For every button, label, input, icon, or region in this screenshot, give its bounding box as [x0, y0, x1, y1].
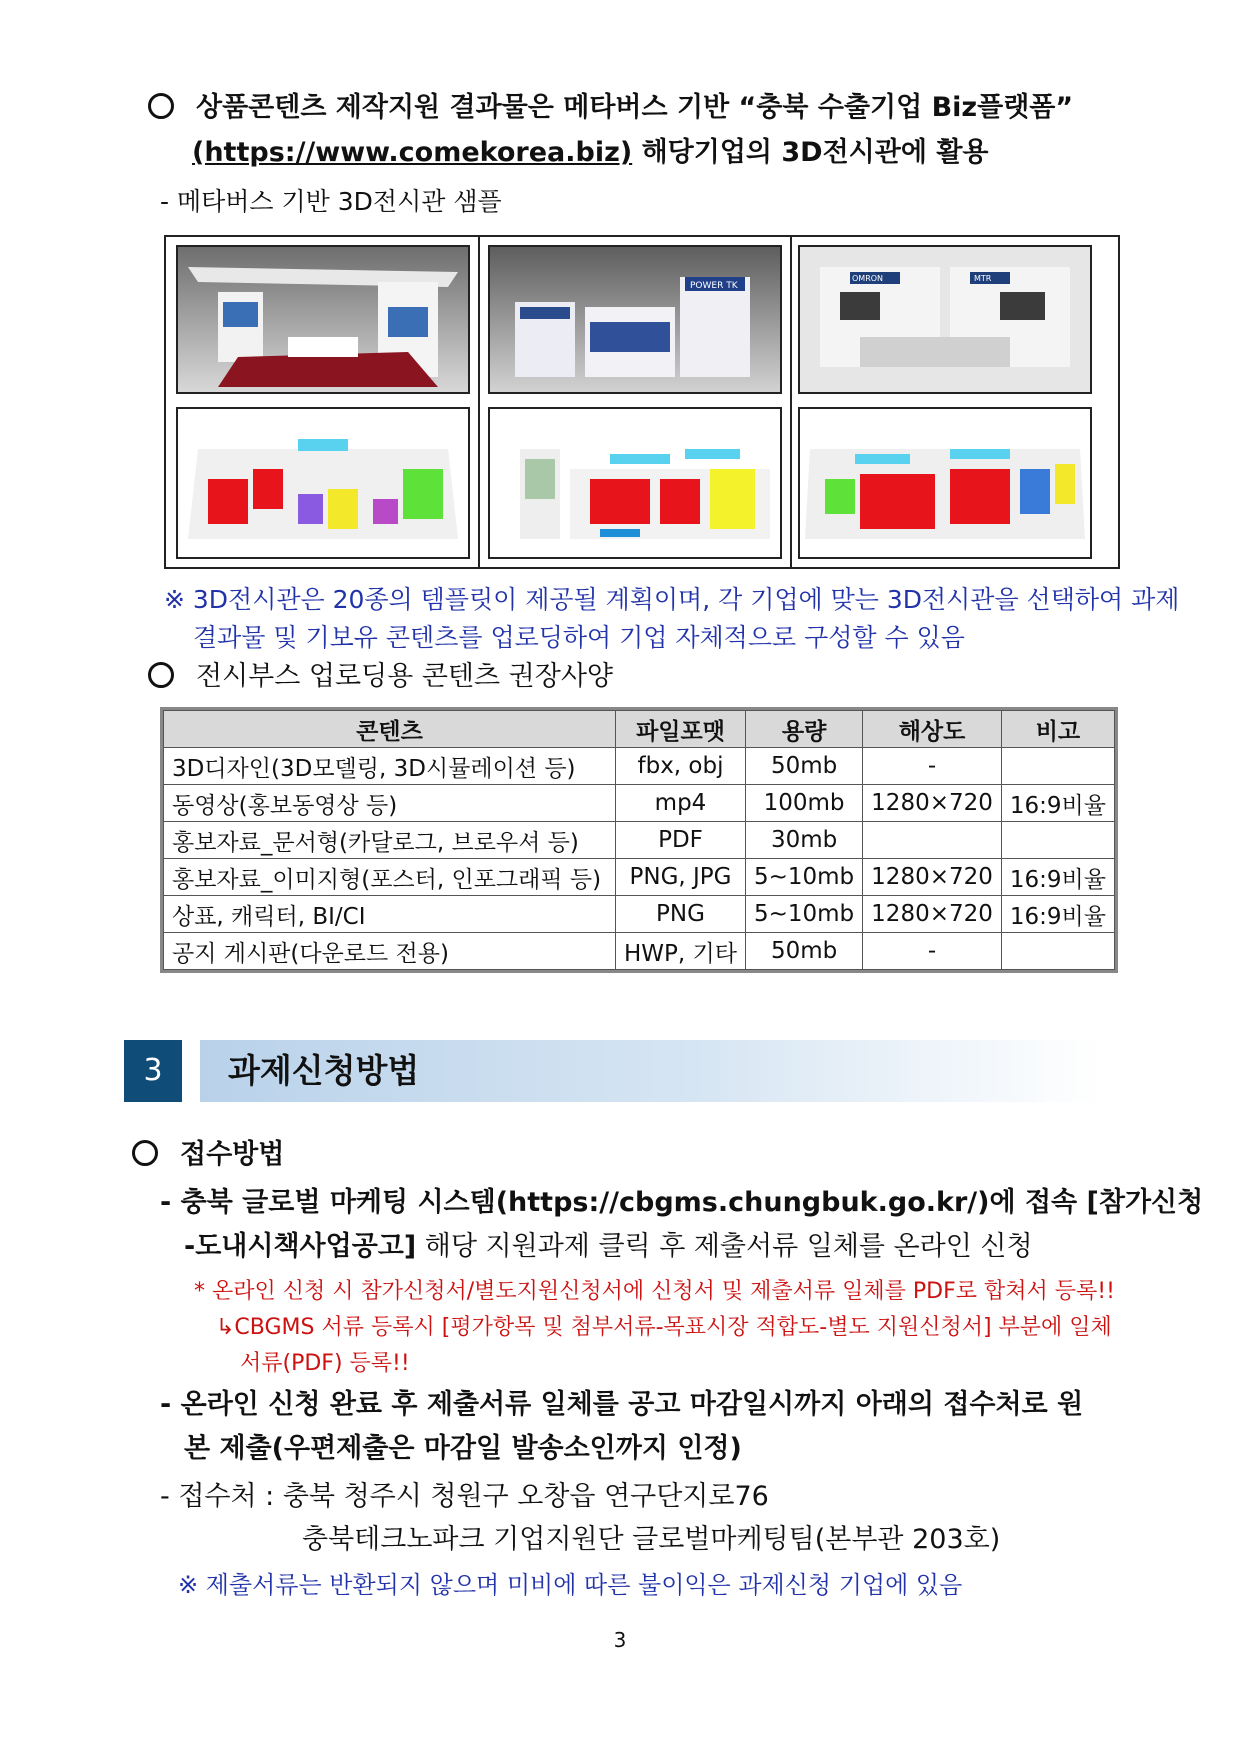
table-cell: 50mb [745, 748, 862, 785]
booth-photo-4 [176, 407, 470, 559]
table-cell: - [863, 748, 1002, 785]
circle-bullet-icon [148, 93, 174, 119]
table-cell: 3D디자인(3D모델링, 3D시뮬레이션 등) [164, 748, 616, 785]
address-line-2: 충북테크노파크 기업지원단 글로벌마케팅팀(본부관 203호) [302, 1524, 1001, 1555]
table-cell: 16:9비율 [1001, 859, 1114, 896]
booth-photo-1 [176, 245, 470, 394]
booth-brand-label: POWER TK [690, 281, 738, 291]
table-cell: 공지 게시판(다운로드 전용) [164, 933, 616, 970]
booth-photo-1-image [178, 247, 468, 392]
table-row [164, 933, 1115, 970]
booth-photo-6 [798, 407, 1092, 559]
table-cell [1001, 822, 1114, 859]
table-cell: 100mb [745, 785, 862, 822]
table-cell: - [863, 933, 1002, 970]
table-cell: 1280×720 [863, 896, 1002, 933]
sample-label: - 메타버스 기반 3D전시관 샘플 [160, 187, 502, 216]
gallery-divider [790, 237, 792, 567]
table-cell [863, 822, 1002, 859]
table-cell: 홍보자료_이미지형(포스터, 인포그래픽 등) [164, 859, 616, 896]
return-note: ※ 제출서류는 반환되지 않으며 미비에 따른 불이익은 과제신청 기업에 있음 [178, 1571, 963, 1599]
intro-line-1: 상품콘텐츠 제작지원 결과물은 메타버스 기반 “충북 수출기업 Biz플랫폼” [148, 88, 1073, 128]
booth-photo-5 [488, 407, 782, 559]
table-cell: 1280×720 [863, 785, 1002, 822]
table-row [164, 748, 1115, 785]
method-heading: 접수방법 [132, 1135, 284, 1175]
table-row [164, 859, 1115, 896]
method-item-2-line-1: - 온라인 신청 완료 후 제출서류 일체를 공고 마감일시까지 아래의 접수처로 원 [160, 1389, 1084, 1420]
table-cell: mp4 [616, 785, 746, 822]
content-spec-table [163, 710, 1115, 970]
cbgms-note-red-line-2: 서류(PDF) 등록!! [240, 1351, 410, 1376]
method-item-1-line-2: -도내시책사업공고] 해당 지원과제 클릭 후 제출서류 일체를 온라인 신청 [184, 1231, 1033, 1262]
column-header: 파일포맷 [616, 711, 746, 748]
table-row [164, 896, 1115, 933]
spec-heading: 전시부스 업로딩용 콘텐츠 권장사양 [148, 657, 613, 697]
booth-photo-3-image [800, 247, 1090, 392]
booth-photo-3 [798, 245, 1092, 394]
table-cell: PDF [616, 822, 746, 859]
page-number: 3 [613, 1628, 627, 1652]
table-header-row [164, 711, 1115, 748]
table-row [164, 822, 1115, 859]
table-cell: HWP, 기타 [616, 933, 746, 970]
table-row [164, 785, 1115, 822]
booth-brand-label: MTR [974, 274, 992, 283]
template-note-line-1: ※ 3D전시관은 20종의 템플릿이 제공될 계획이며, 각 기업에 맞는 3D전시관을 선택하여 과제 [164, 585, 1180, 614]
table-cell: 홍보자료_문서형(카달로그, 브로우셔 등) [164, 822, 616, 859]
table-cell: 상표, 캐릭터, BI/CI [164, 896, 616, 933]
section-number: 3 [124, 1040, 182, 1102]
booth-photo-2-image [490, 247, 780, 392]
intro-line-2: (https://www.comekorea.biz) 해당기업의 3D전시관에 활용 [192, 137, 989, 168]
booth-photo-4-image [178, 409, 468, 557]
address-line-1: - 접수처 : 충북 청주시 청원구 오창읍 연구단지로76 [160, 1481, 769, 1512]
booth-photo-2 [488, 245, 782, 394]
cbgms-note-red-line-1: ↳CBGMS 서류 등록시 [평가항목 및 첨부서류-목표시장 적합도-별도 지원신청서] 부분에 일체 [216, 1315, 1112, 1340]
template-note-line-2: 결과물 및 기보유 콘텐츠를 업로딩하여 기업 자체적으로 구성할 수 있음 [193, 623, 965, 652]
table-cell: 30mb [745, 822, 862, 859]
table-cell: 1280×720 [863, 859, 1002, 896]
booth-photo-5-image [490, 409, 780, 557]
section-title: 과제신청방법 [228, 1051, 420, 1090]
table-cell: 16:9비율 [1001, 785, 1114, 822]
table-cell [1001, 933, 1114, 970]
table-cell: PNG, JPG [616, 859, 746, 896]
table-cell: PNG [616, 896, 746, 933]
method-item-1-line-1: - 충북 글로벌 마케팅 시스템(https://cbgms.chungbuk.go.kr/)에 접속 [참가신청 [160, 1187, 1204, 1218]
circle-bullet-icon [148, 662, 174, 688]
table-cell [1001, 748, 1114, 785]
gallery-divider [478, 237, 480, 567]
booth-brand-label: OMRON [852, 274, 884, 283]
table-cell: 5~10mb [745, 896, 862, 933]
column-header: 용량 [745, 711, 862, 748]
table-cell: 동영상(홍보동영상 등) [164, 785, 616, 822]
online-note-red: * 온라인 신청 시 참가신청서/별도지원신청서에 신청서 및 제출서류 일체를 PDF로 합쳐서 등록!! [194, 1279, 1115, 1304]
table-cell: fbx, obj [616, 748, 746, 785]
method-item-2-line-2: 본 제출(우편제출은 마감일 발송소인까지 인정) [184, 1433, 742, 1464]
booth-photo-6-image [800, 409, 1090, 557]
table-cell: 50mb [745, 933, 862, 970]
column-header: 해상도 [863, 711, 1002, 748]
table-cell: 16:9비율 [1001, 896, 1114, 933]
booth-sample-gallery [164, 235, 1120, 569]
circle-bullet-icon [132, 1140, 158, 1166]
column-header: 콘텐츠 [164, 711, 616, 748]
comekorea-link[interactable]: (https://www.comekorea.biz) [192, 137, 633, 168]
column-header: 비고 [1001, 711, 1114, 748]
table-cell: 5~10mb [745, 859, 862, 896]
